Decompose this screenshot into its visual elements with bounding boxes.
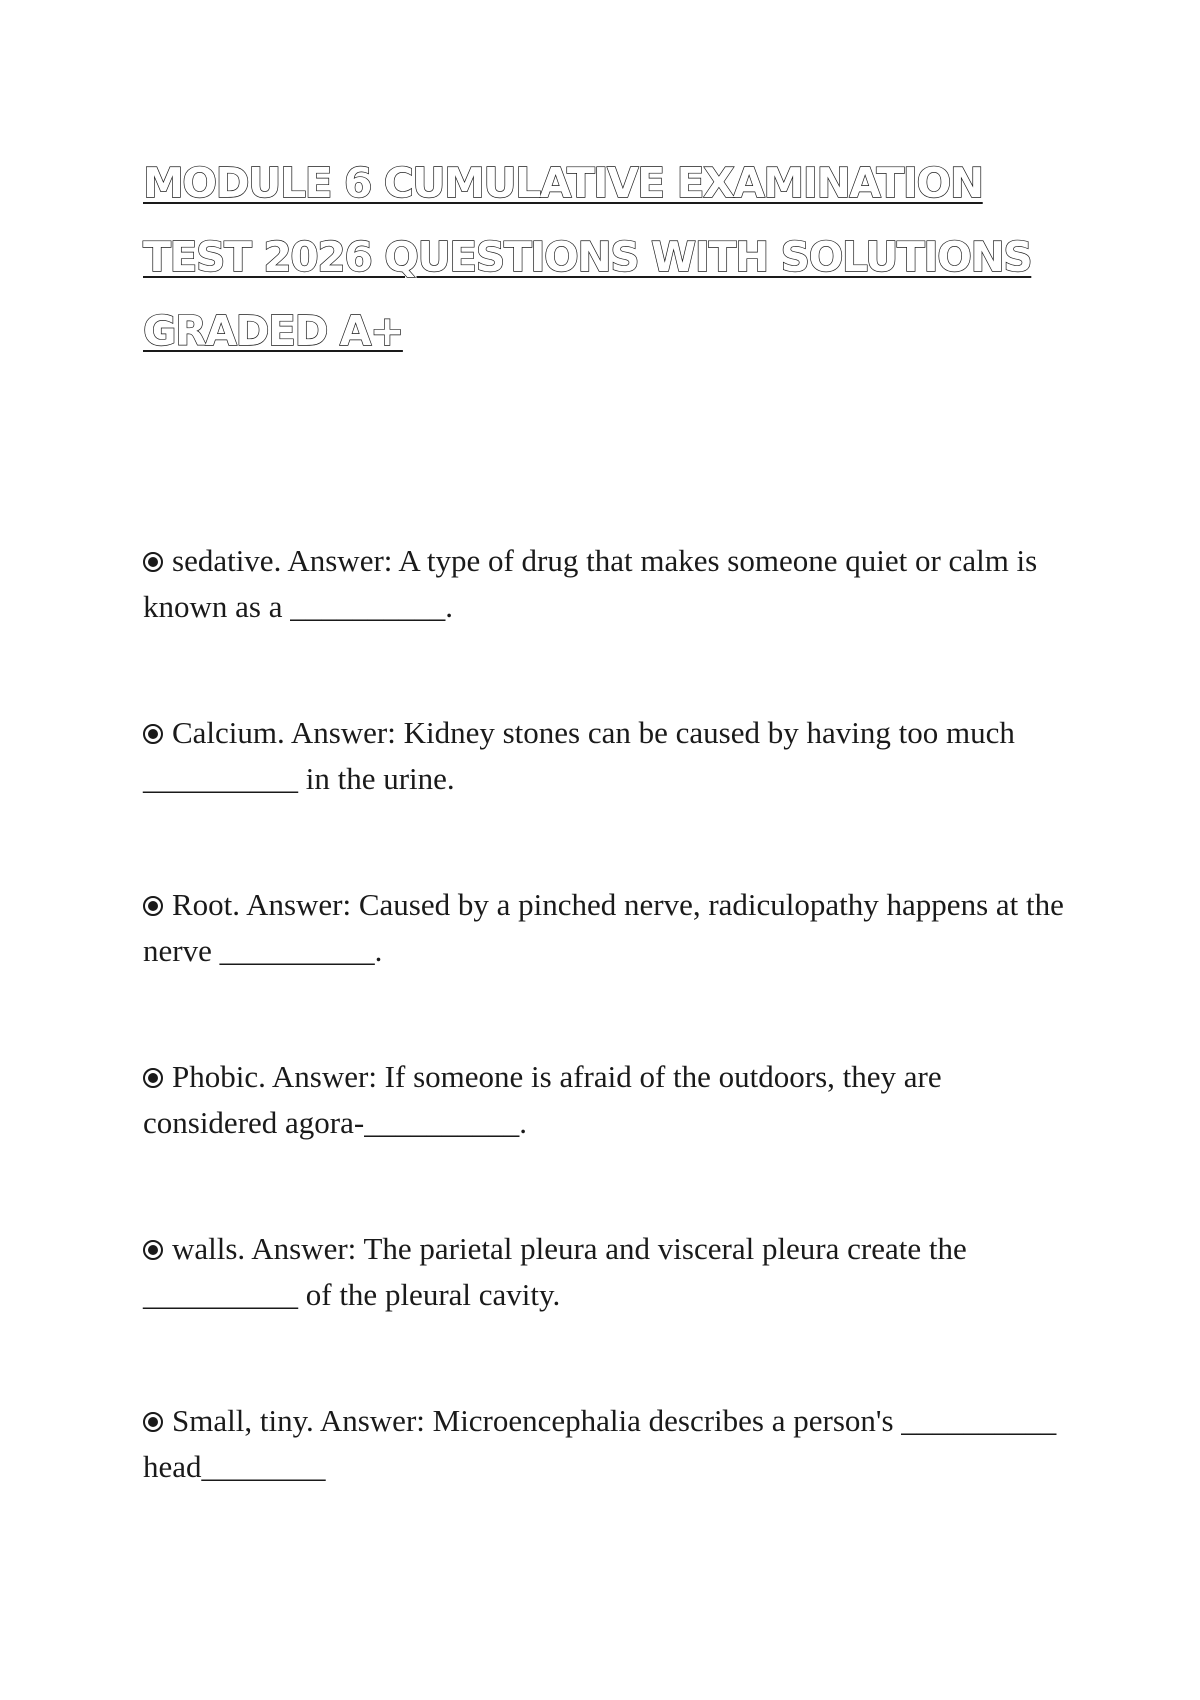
radio-bullet-icon bbox=[143, 552, 163, 572]
radio-bullet-icon bbox=[143, 1068, 163, 1088]
question-item-6 bbox=[143, 1398, 1083, 1490]
question-item-4 bbox=[143, 1054, 1083, 1146]
radio-bullet-icon bbox=[143, 896, 163, 916]
question-text: Phobic. Answer: If someone is afraid of the outdoors, they are considered agora-__________. bbox=[143, 1059, 942, 1140]
document-title: MODULE 6 CUMULATIVE EXAMINATION TEST 2026 QUESTIONS WITH SOLUTIONS GRADED A+ bbox=[143, 159, 1032, 355]
radio-bullet-icon bbox=[143, 1240, 163, 1260]
question-text: Calcium. Answer: Kidney stones can be caused by having too much __________ in the urine. bbox=[143, 715, 1015, 796]
question-text: walls. Answer: The parietal pleura and visceral pleura create the __________ of the pleural cavity. bbox=[143, 1231, 967, 1312]
question-item-3 bbox=[143, 882, 1083, 974]
question-item-5 bbox=[143, 1226, 1083, 1318]
question-list bbox=[143, 538, 1083, 1570]
question-text: Root. Answer: Caused by a pinched nerve, radiculopathy happens at the nerve __________. bbox=[143, 887, 1064, 968]
question-text: Small, tiny. Answer: Microencephalia describes a person's __________ head________ bbox=[143, 1403, 1057, 1484]
question-text: sedative. Answer: A type of drug that makes someone quiet or calm is known as a __________. bbox=[143, 543, 1038, 624]
question-item-2 bbox=[143, 710, 1083, 802]
radio-bullet-icon bbox=[143, 1412, 163, 1432]
question-item-1 bbox=[143, 538, 1083, 630]
radio-bullet-icon bbox=[143, 724, 163, 744]
